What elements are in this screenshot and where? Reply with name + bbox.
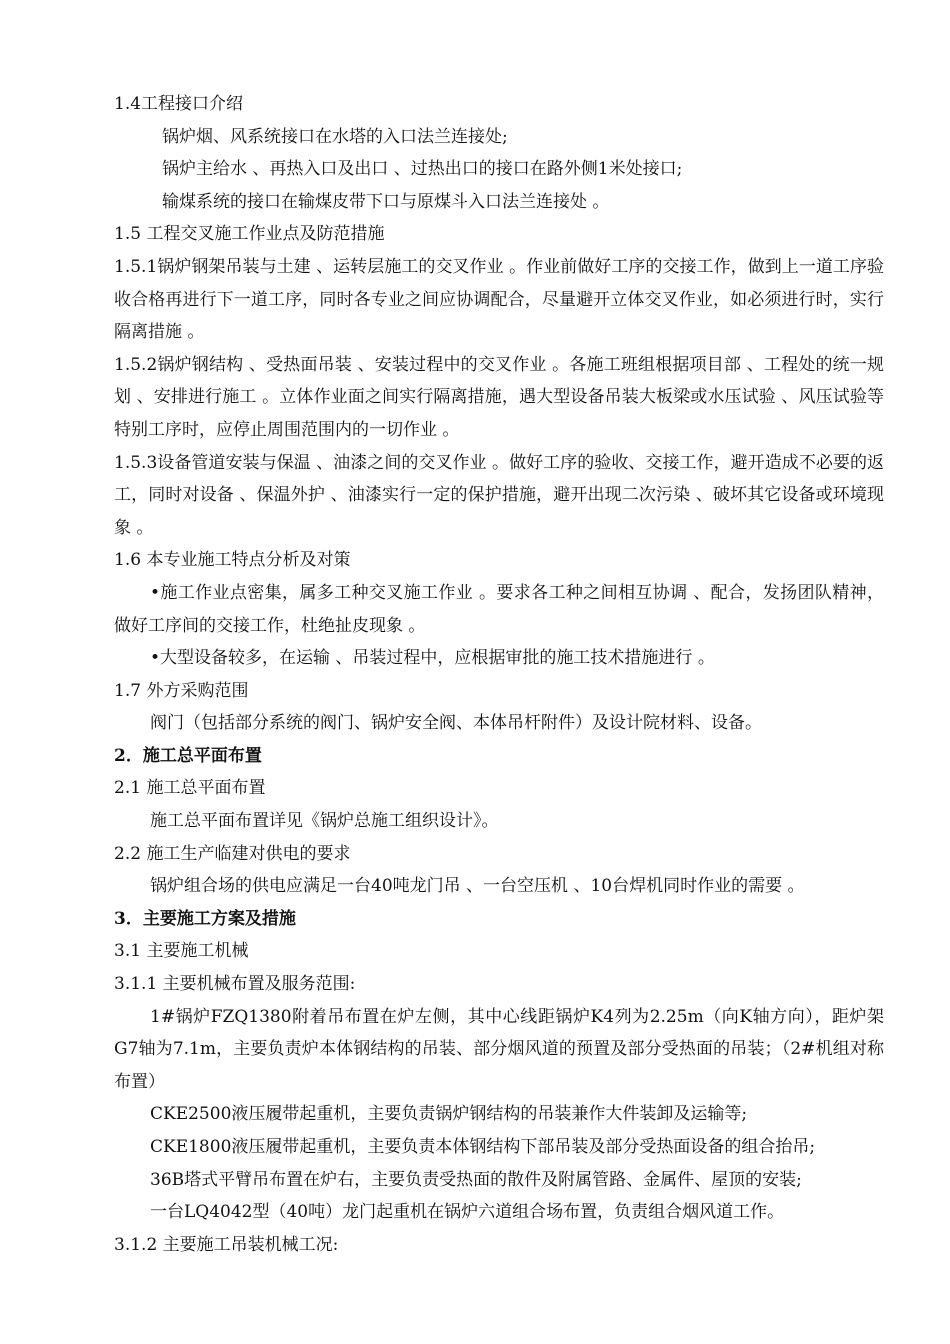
section-heading-3-1-2: 3.1.2 主要施工吊装机械工况: <box>114 1234 339 1255</box>
body-text: CKE2500液压履带起重机，主要负责锅炉钢结构的吊装兼作大件装卸及运输等; <box>150 1104 748 1125</box>
paragraph-1-5-2: 1.5.2锅炉钢结构 、受热面吊装 、安装过程中的交叉作业 。各施工班组根据项目部 、工程处的统一规划 、安排进行施工 。立体作业面之间实行隔离措施，遇大型设备吊装大板梁或水压试验 、风压试验等特别工序时，应停止周围范围内的一切作业 。 <box>114 354 884 440</box>
paragraph-1-5-3: 1.5.3设备管道安装与保温 、油漆之间的交叉作业 。做好工序的验收、交接工作，避开造成不必要的返工，同时对设备 、保温外护 、油漆实行一定的保护措施，避开出现二次污染 、破坏其它设备或环境现象 。 <box>114 452 884 538</box>
bullet-paragraph: •大型设备较多，在运输 、吊装过程中，应根据审批的施工技术措施进行 。 <box>150 648 715 669</box>
section-heading-1-4: 1.4工程接口介绍 <box>114 94 244 114</box>
section-heading-1-7: 1.7 外方采购范围 <box>114 680 249 701</box>
body-text: 输煤系统的接口在输煤皮带下口与原煤斗入口法兰连接处 。 <box>162 191 610 212</box>
chapter-heading-2: 2．施工总平面布置 <box>114 745 262 766</box>
chapter-heading-3: 3．主要施工方案及措施 <box>114 908 296 929</box>
paragraph-1-5-1: 1.5.1锅炉钢架吊装与土建 、运转层施工的交叉作业 。作业前做好工序的交接工作，做到上一道工序验收合格再进行下一道工序，同时各专业之间应协调配合，尽量避开立体交叉作业，如必须进行时，实行隔离措施 。 <box>114 256 884 343</box>
body-text: 锅炉组合场的供电应满足一台40吨龙门吊 、一台空压机 、10台焊机同时作业的需要 。 <box>150 876 805 897</box>
paragraph-crane-1: 1#锅炉FZQ1380附着吊布置在炉左侧，其中心线距锅炉K4列为2.25m（向K轴方向），距炉架G7轴为7.1m，主要负责炉本体钢结构的吊装、部分烟风道的预置及部分受热面的吊装；（2#机组对称布置） <box>114 1006 884 1092</box>
body-text: 施工总平面布置详见《锅炉总施工组织设计》。 <box>150 811 499 832</box>
body-text: 锅炉烟、风系统接口在水塔的入口法兰连接处; <box>162 126 508 147</box>
body-text: 阀门（包括部分系统的阀门、锅炉安全阀、本体吊杆附件）及设计院材料、设备。 <box>150 713 762 734</box>
section-heading-2-2: 2.2 施工生产临建对供电的要求 <box>114 843 351 864</box>
body-text: 锅炉主给水 、再热入口及出口 、过热出口的接口在路外侧1米处接口; <box>162 159 683 180</box>
section-heading-3-1-1: 3.1.1 主要机械布置及服务范围: <box>114 974 356 995</box>
section-heading-1-6: 1.6 本专业施工特点分析及对策 <box>114 550 351 571</box>
section-heading-1-5: 1.5 工程交叉施工作业点及防范措施 <box>114 224 385 245</box>
section-heading-2-1: 2.1 施工总平面布置 <box>114 778 266 799</box>
section-heading-3-1: 3.1 主要施工机械 <box>114 941 249 962</box>
body-text: 36B塔式平臂吊布置在炉右，主要负责受热面的散件及附属管路、金属件、屋顶的安装; <box>150 1169 802 1190</box>
body-text: CKE1800液压履带起重机，主要负责本体钢结构下部吊装及部分受热面设备的组合抬吊; <box>150 1137 816 1157</box>
body-text: 一台LQ4042型（40吨）龙门起重机在锅炉六道组合场布置，负责组合烟风道工作。 <box>150 1202 785 1223</box>
bullet-paragraph: •施工作业点密集，属多工种交叉施工作业 。要求各工种之间相互协调 、配合，发扬团队精神，做好工序间的交接工作，杜绝扯皮现象 。 <box>114 582 884 636</box>
